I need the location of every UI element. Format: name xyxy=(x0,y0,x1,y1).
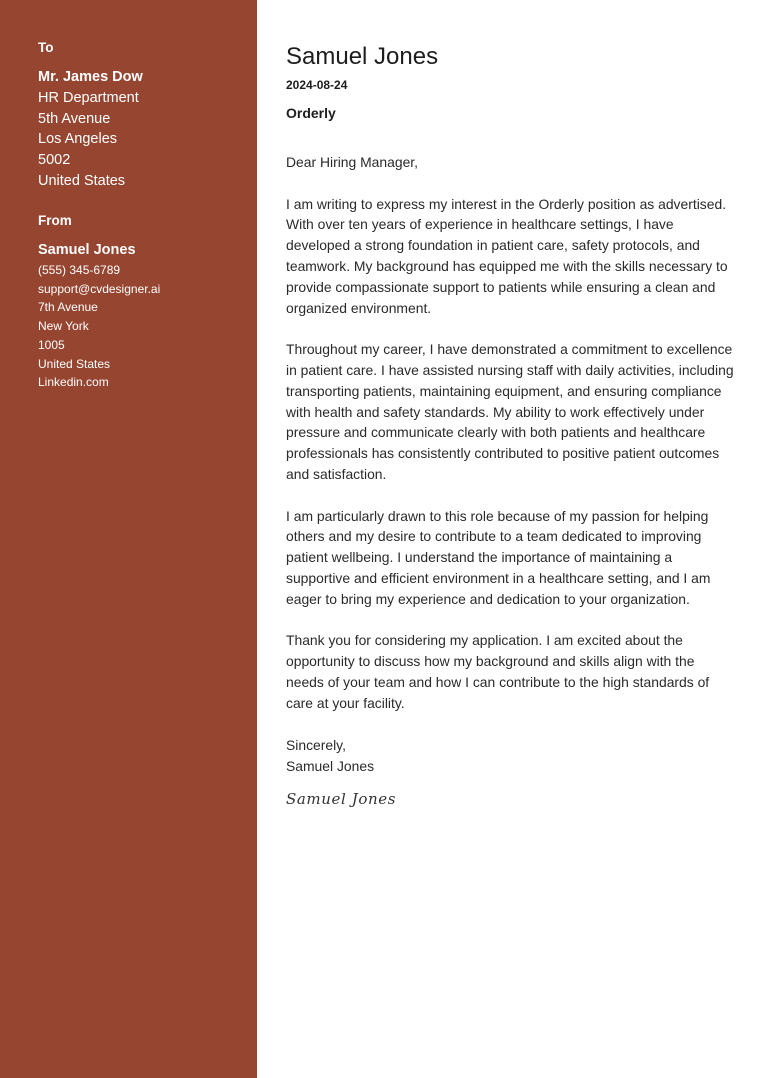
position-title: Orderly xyxy=(286,105,336,121)
closing-salutation: Sincerely, xyxy=(286,737,346,753)
sender-city: New York xyxy=(38,319,89,334)
greeting: Dear Hiring Manager, xyxy=(286,154,419,170)
recipient-street: 5th Avenue xyxy=(38,110,111,127)
sender-country: United States xyxy=(38,356,111,371)
to-heading: To xyxy=(38,40,54,55)
recipient-block xyxy=(38,67,143,192)
page-title: Samuel Jones xyxy=(286,43,439,70)
sender-block xyxy=(38,240,160,392)
sender-website[interactable]: Linkedin.com xyxy=(38,375,109,390)
letter-body xyxy=(286,152,736,734)
recipient-city: Los Angeles xyxy=(38,131,118,148)
sender-phone: (555) 345-6789 xyxy=(38,263,121,277)
sender-name: Samuel Jones xyxy=(38,242,136,258)
from-heading: From xyxy=(38,213,72,228)
sender-street: 7th Avenue xyxy=(38,300,98,315)
signature: Samuel Jones xyxy=(286,790,397,808)
sender-email[interactable]: support@cvdesigner.ai xyxy=(38,281,161,296)
paragraph-2: Throughout my career, I have demonstrated a commitment to excellence in patient care. I have assisted nursing staff with daily activities, including transporting patients, maintaining equipment, and ensuring compliance with health and safety standards. My ability to work effectively under pressure and communicate clearly with both patients and healthcare professionals has consistently contributed to positive patient outcomes and satisfaction. xyxy=(286,341,734,482)
recipient-country: United States xyxy=(38,172,126,189)
letter-date: 2024-08-24 xyxy=(286,78,348,92)
paragraph-3: I am particularly drawn to this role because of my passion for helping others and my desire to contribute to a team dedicated to improving patient wellbeing. I understand the importance of maintaining a supportive and efficient environment in a healthcare setting, and I am eager to bring my experience and dedication to your organization. xyxy=(286,507,711,607)
recipient-name: Mr. James Dow xyxy=(38,69,143,85)
sender-zip: 1005 xyxy=(38,337,65,352)
paragraph-1: I am writing to express my interest in the Orderly position as advertised. With over ten years of experience in healthcare settings, I have developed a strong foundation in patient care, safety protocols, and teamwork. My background has equipped me with the skills necessary to provide compassionate support to patients while ensuring a clean and organized environment. xyxy=(286,195,728,316)
recipient-zip: 5002 xyxy=(38,152,71,169)
paragraph-4: Thank you for considering my application. I am excited about the opportunity to discuss how my background and skills align with the needs of your team and how I can contribute to the high standards of care at your facility. xyxy=(286,632,710,711)
sidebar xyxy=(0,0,257,1078)
recipient-department: HR Department xyxy=(38,89,139,106)
closing-name: Samuel Jones xyxy=(286,757,375,774)
closing-block xyxy=(286,735,374,777)
